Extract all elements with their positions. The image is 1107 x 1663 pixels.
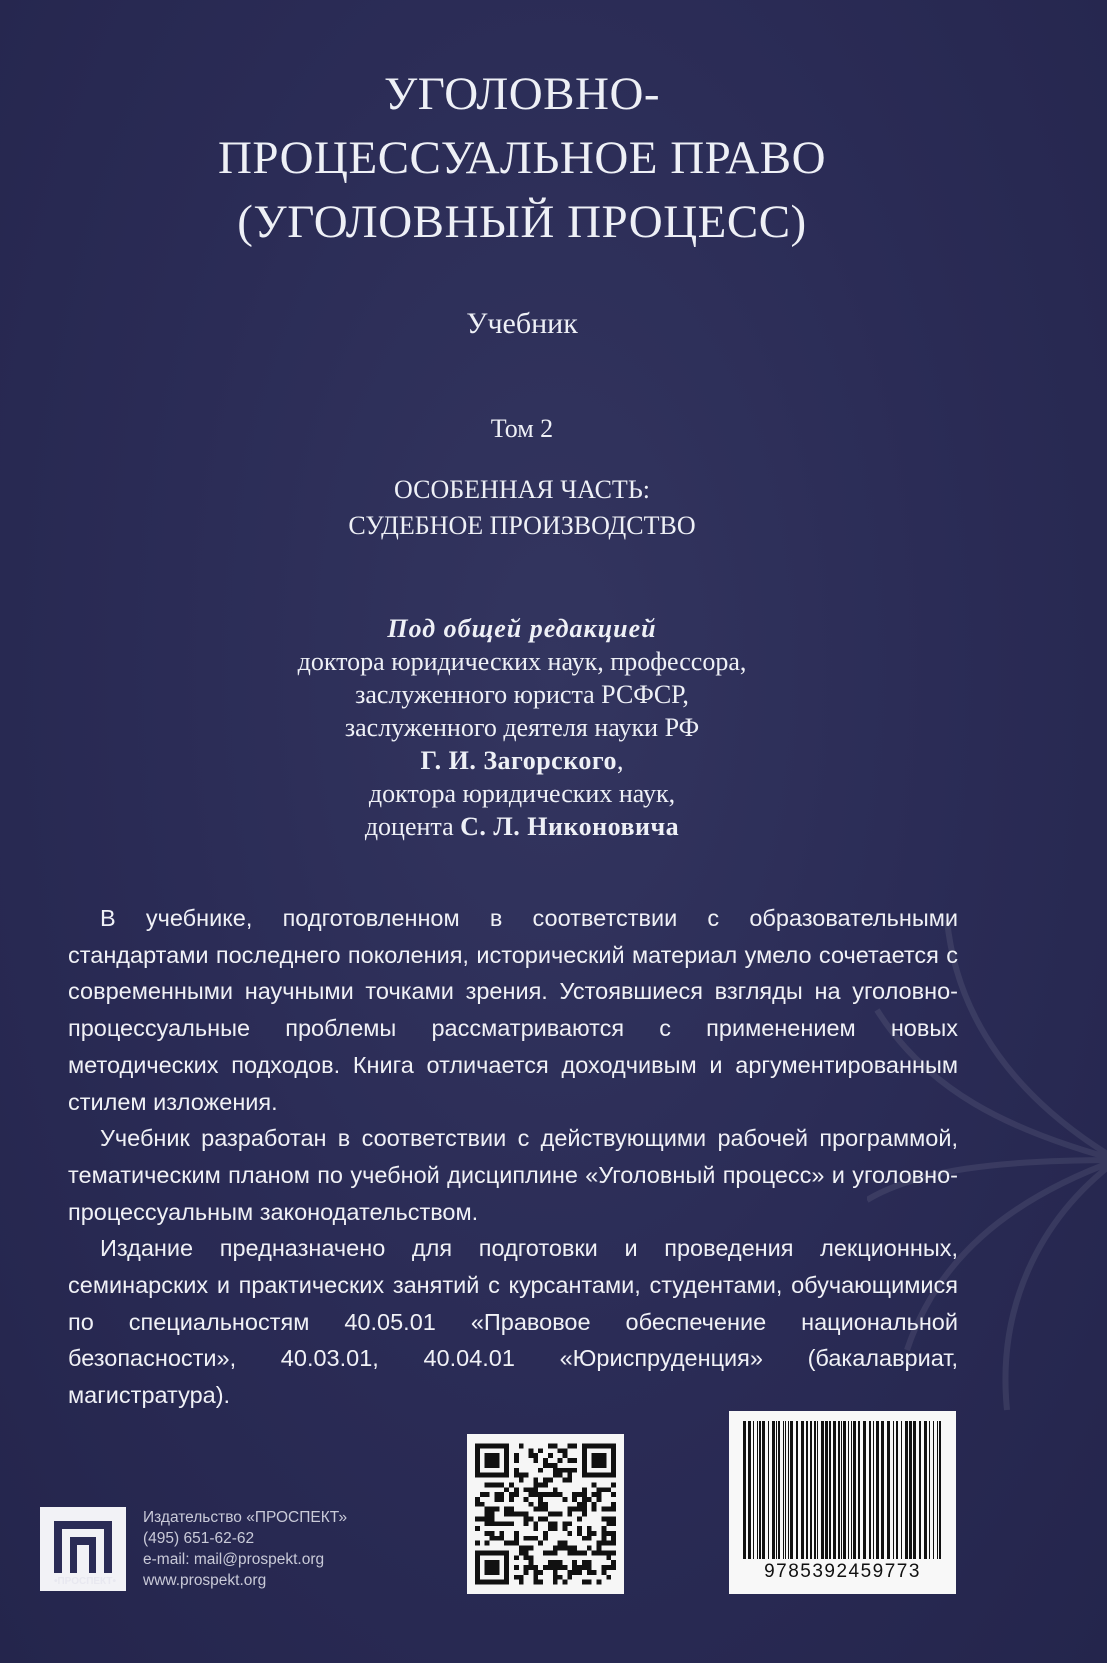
editors-line-5: доктора юридических наук, (368, 779, 676, 808)
editors-line-1: доктора юридических наук, профессора, (297, 647, 747, 676)
editor-1-line (0, 744, 1044, 777)
book-type: Учебник (466, 307, 578, 340)
logo-label: •ПРОСПЕКТ• (53, 1576, 117, 1587)
editors-lead: Под общей редакцией (387, 614, 657, 643)
title-line-2: ПРОЦЕССУАЛЬНОЕ ПРАВО (217, 132, 827, 184)
qr-code-image (475, 1442, 616, 1586)
editor-2-prefix: доцента (364, 812, 461, 841)
part-line-1: ОСОБЕННАЯ ЧАСТЬ: (394, 475, 650, 504)
editor-1-suffix: , (617, 746, 624, 775)
editor-2-name: С. Л. Никоновича (460, 812, 680, 841)
isbn-number: 9785392459773 (764, 1561, 921, 1582)
qr-code (467, 1434, 624, 1594)
isbn-barcode (729, 1411, 956, 1594)
editors-block (0, 612, 1044, 843)
barcode-bars (741, 1421, 944, 1559)
publisher-website: www.prospekt.org (143, 1572, 267, 1589)
publisher-info (143, 1507, 347, 1591)
publisher-name: Издательство «ПРОСПЕКТ» (143, 1509, 348, 1526)
description-paragraph-2: Учебник разработан в соответствии с действующими рабочей программой, тематическим планом по учебной дисциплине «Уголовный процесс» и уголовно-процессуальным законодательством. (68, 1125, 958, 1225)
editor-1-name: Г. И. Загорского (420, 746, 617, 775)
book-description (68, 900, 958, 1414)
part-line-2: СУДЕБНОЕ ПРОИЗВОДСТВО (348, 511, 696, 540)
title-line-3: (УГОЛОВНЫЙ ПРОЦЕСС) (237, 196, 807, 248)
book-title (0, 62, 1044, 254)
volume-label: Том 2 (490, 414, 554, 443)
editors-line-2: заслуженного юриста РСФСР, (355, 680, 689, 709)
title-line-1: УГОЛОВНО- (383, 68, 661, 120)
part-title (0, 472, 1044, 544)
publisher-phone: (495) 651-62-62 (143, 1530, 255, 1547)
description-paragraph-3: Издание предназначено для подготовки и проведения лекционных, семинарских и практических занятий с курсантами, студентами, обучающимися по специальностям 40.05.01 «Правовое обеспечение национальной безопасности», 40.03.01, 40.04.01 «Юриспруденция» (бакалавриат, магистратура). (68, 1235, 958, 1409)
publisher-email: e-mail: mail@prospekt.org (143, 1551, 325, 1568)
editors-line-3: заслуженного деятеля науки РФ (344, 713, 700, 742)
editor-2-line (0, 810, 1044, 843)
description-paragraph-1: В учебнике, подготовленном в соответствии с образовательными стандартами последнего поколения, исторический материал умело сочетается с современными научными точками зрения. Устоявшиеся взгляды на уголовно-процессуальные проблемы рассматриваются с применением новых методических подходов. Книга отличается доходчивым и аргументированным стилем изложения. (68, 905, 958, 1115)
